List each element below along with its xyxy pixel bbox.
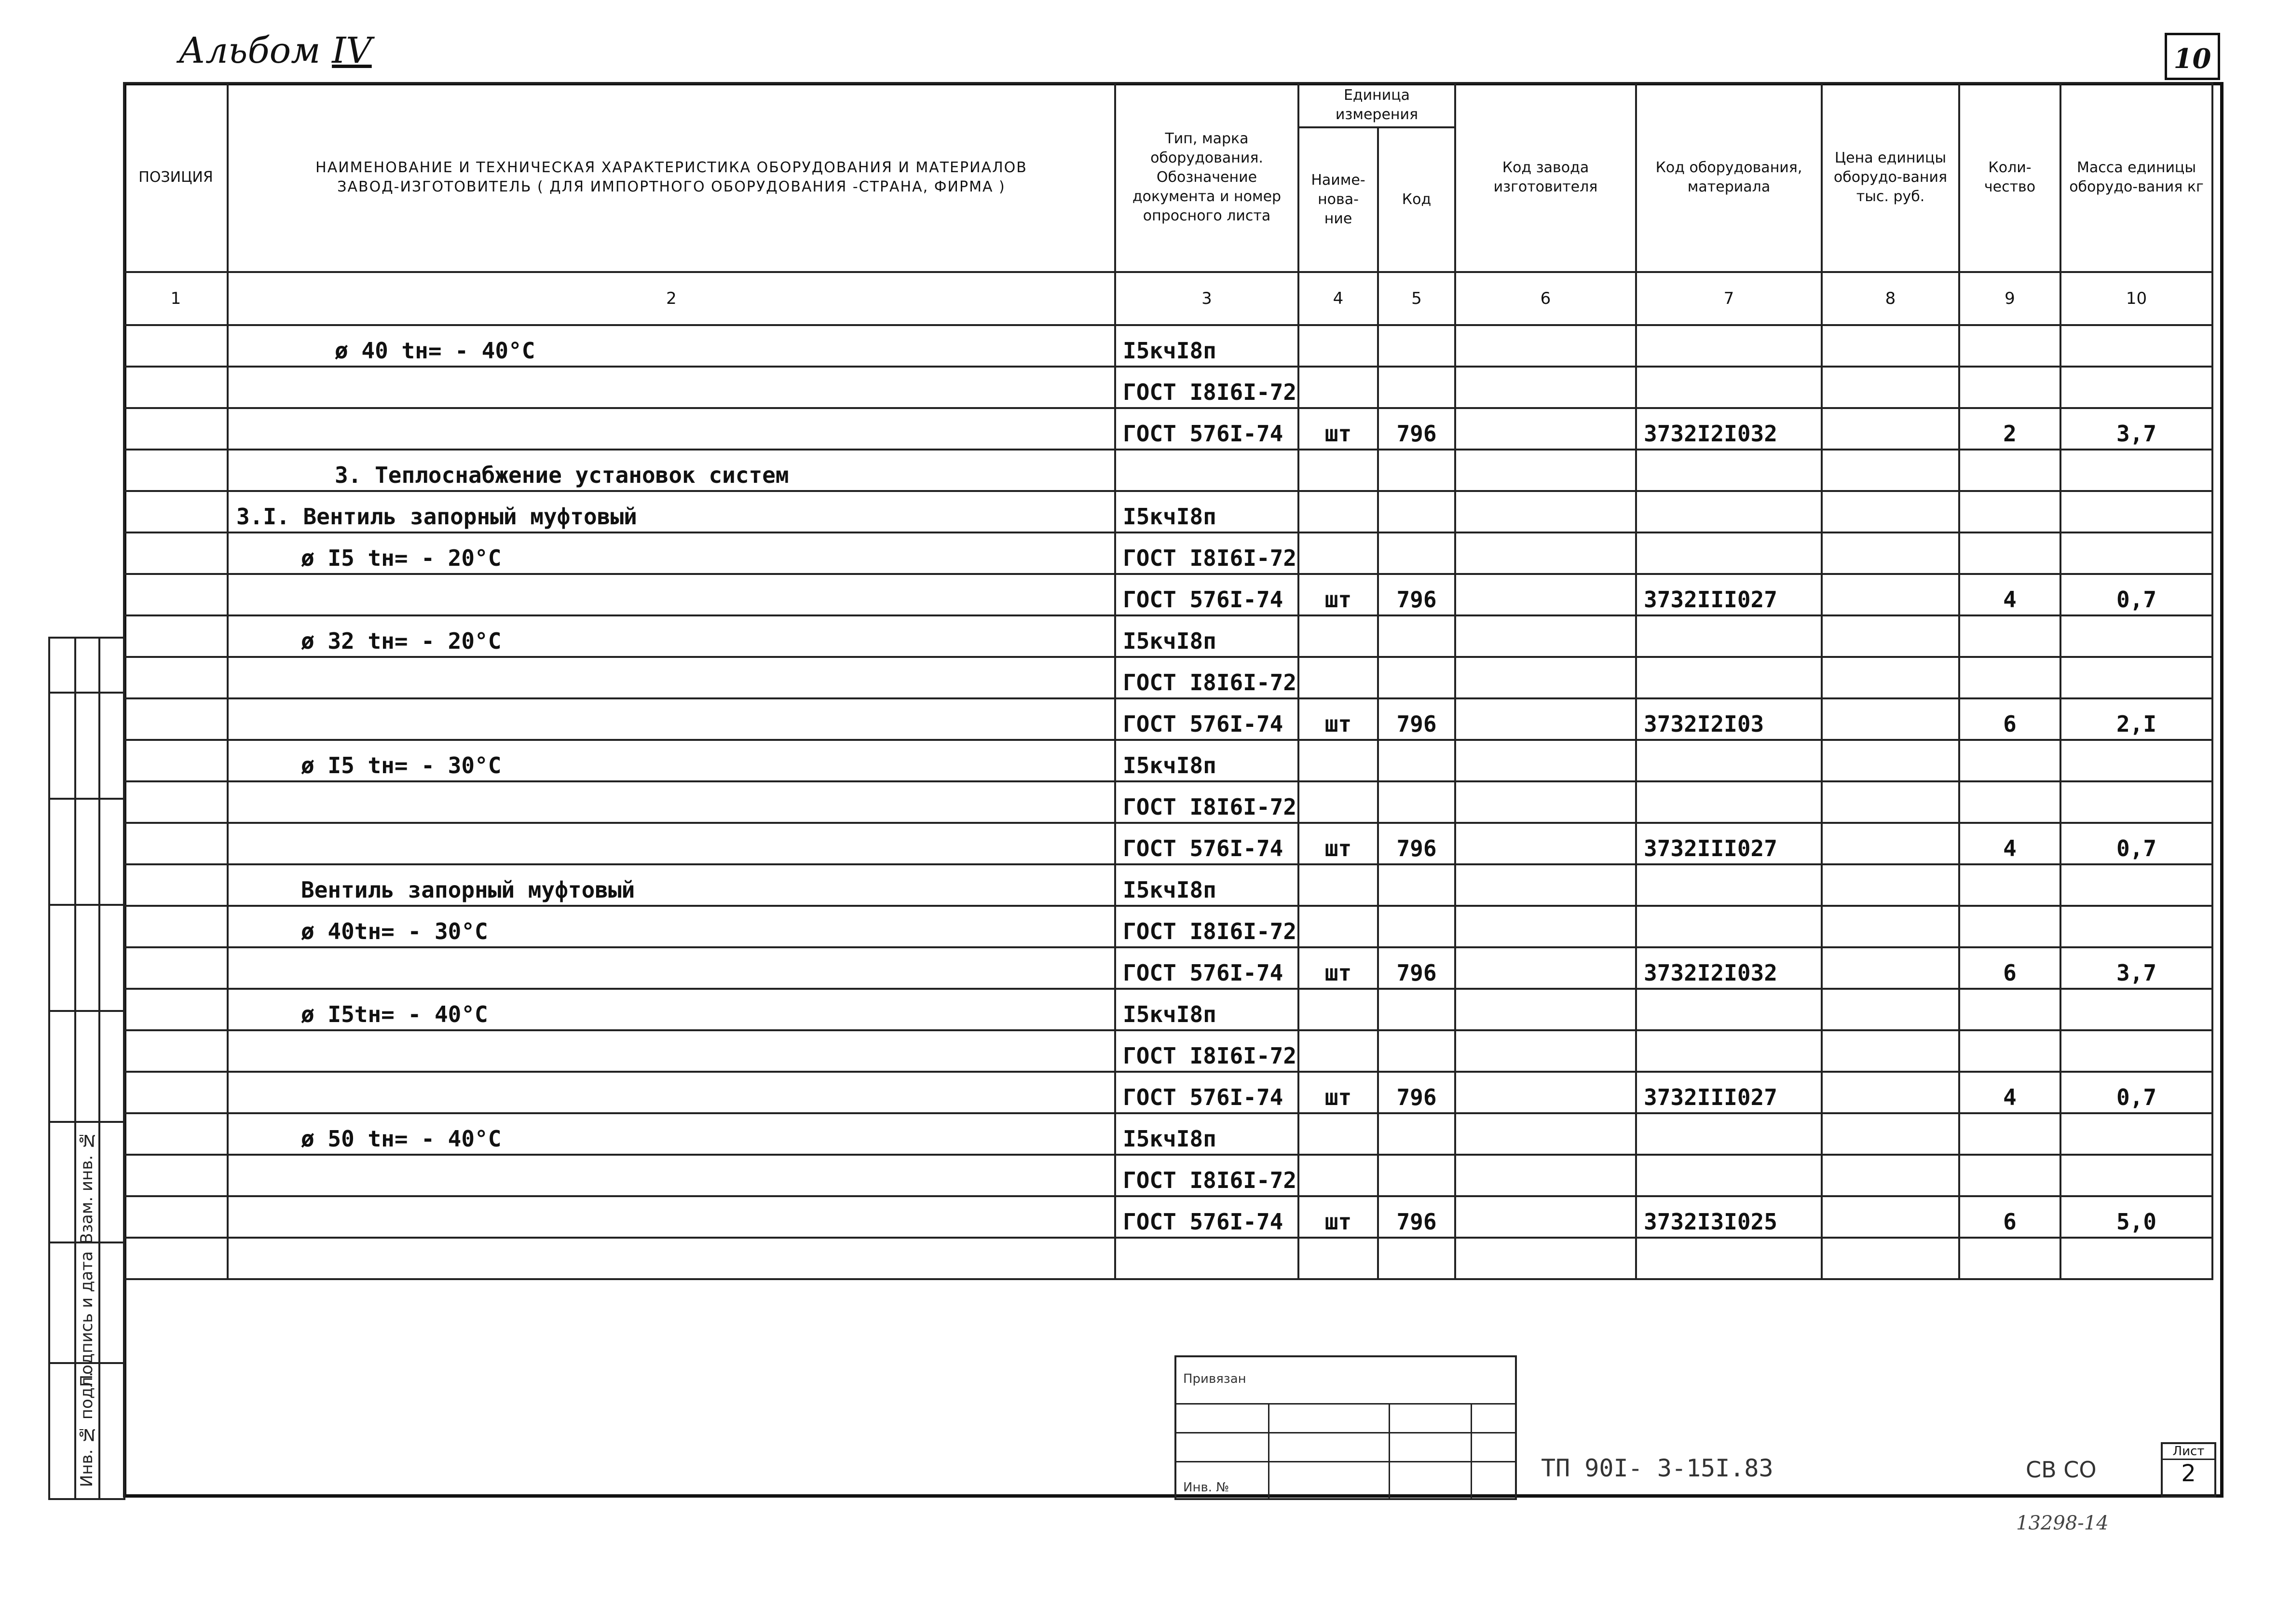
cell-code — [1378, 864, 1455, 906]
cell-name — [228, 367, 1115, 408]
cell-price — [1822, 574, 1959, 615]
cell-factory — [1455, 450, 1636, 491]
header-name-line2: ЗАВОД-ИЗГОТОВИТЕЛЬ ( ДЛЯ ИМПОРТНОГО ОБОРУДОВАНИЯ -СТРАНА, ФИРМА ) — [337, 178, 1006, 195]
cell-pos — [124, 1196, 228, 1238]
cell-mass: 2,I — [2060, 698, 2212, 740]
sheet-box — [2161, 1442, 2216, 1498]
table-row — [124, 989, 2212, 1030]
cell-name — [228, 1196, 1115, 1238]
cell-type: ГОСТ I8I6I-72 — [1115, 532, 1298, 574]
cell-qty: 6 — [1959, 698, 2060, 740]
cell-qty — [1959, 1030, 2060, 1072]
label-replaced-inv: Взам. инв. № — [77, 1131, 96, 1244]
cell-pos — [124, 864, 228, 906]
stamp-bottom-label: Инв. № — [1183, 1480, 1229, 1495]
cell-unit — [1298, 1155, 1378, 1196]
cell-code: 796 — [1378, 1072, 1455, 1113]
cell-qty — [1959, 1113, 2060, 1155]
cell-name — [228, 1072, 1115, 1113]
cell-equip — [1636, 989, 1822, 1030]
header-equipment-code: Код оборудования, материала — [1636, 83, 1822, 272]
table-row — [124, 408, 2212, 450]
cell-type: ГОСТ 576I-74 — [1115, 574, 1298, 615]
stamp-line — [1176, 1461, 1515, 1462]
table-row — [124, 906, 2212, 947]
cell-name: ø 40 tн= - 40°C — [228, 325, 1115, 367]
cell-factory — [1455, 947, 1636, 989]
cell-equip — [1636, 1155, 1822, 1196]
cell-unit — [1298, 325, 1378, 367]
table-row — [124, 947, 2212, 989]
table-row — [124, 450, 2212, 491]
cell-price — [1822, 615, 1959, 657]
cell-unit — [1298, 1113, 1378, 1155]
cell-price — [1822, 864, 1959, 906]
cell-type: ГОСТ I8I6I-72 — [1115, 367, 1298, 408]
table-row — [124, 740, 2212, 781]
cell-type: I5кчI8п — [1115, 864, 1298, 906]
cell-price — [1822, 1196, 1959, 1238]
cell-pos — [124, 740, 228, 781]
column-number: 9 — [1959, 272, 2060, 325]
cell-mass: 0,7 — [2060, 574, 2212, 615]
stamp-vline — [1389, 1403, 1390, 1498]
cell-mass — [2060, 1030, 2212, 1072]
cell-name: ø I5 tн= - 30°C — [228, 740, 1115, 781]
cell-mass — [2060, 1155, 2212, 1196]
cell-price — [1822, 325, 1959, 367]
cell-qty — [1959, 657, 2060, 698]
cell-price — [1822, 1155, 1959, 1196]
column-number: 5 — [1378, 272, 1455, 325]
cell-name — [228, 698, 1115, 740]
cell-type: ГОСТ 576I-74 — [1115, 1072, 1298, 1113]
cell-equip: 3732I2I032 — [1636, 408, 1822, 450]
cell-name: ø 40tн= - 30°C — [228, 906, 1115, 947]
cell-equip: 3732I3I025 — [1636, 1196, 1822, 1238]
cell-qty: 4 — [1959, 1072, 2060, 1113]
cell-mass: 0,7 — [2060, 823, 2212, 864]
cell-type — [1115, 450, 1298, 491]
cell-code: 796 — [1378, 408, 1455, 450]
cell-name: 3.I. Вентиль запорный муфтовый — [228, 491, 1115, 532]
inventory-number: 13298-14 — [2016, 1512, 2109, 1534]
cell-name — [228, 1155, 1115, 1196]
cell-pos — [124, 781, 228, 823]
cell-pos — [124, 657, 228, 698]
table-row — [124, 325, 2212, 367]
cell-factory — [1455, 532, 1636, 574]
cell-unit — [1298, 367, 1378, 408]
cell-qty — [1959, 1155, 2060, 1196]
cell-code — [1378, 1113, 1455, 1155]
header-name — [228, 83, 1115, 272]
cell-unit — [1298, 906, 1378, 947]
cell-name — [228, 1030, 1115, 1072]
cell-qty — [1959, 864, 2060, 906]
strip-divider — [50, 692, 123, 694]
header-unit-name: Наиме-нова-ние — [1298, 127, 1378, 272]
cell-unit: шт — [1298, 947, 1378, 989]
cell-unit — [1298, 532, 1378, 574]
cell-pos — [124, 532, 228, 574]
cell-factory — [1455, 574, 1636, 615]
cell-pos — [124, 906, 228, 947]
cell-mass — [2060, 989, 2212, 1030]
cell-code — [1378, 491, 1455, 532]
header-units-group: Единица измерения — [1298, 83, 1455, 127]
cell-type: ГОСТ 576I-74 — [1115, 947, 1298, 989]
stamp-vline — [1268, 1403, 1269, 1498]
strip-divider — [50, 1121, 123, 1123]
cell-price — [1822, 740, 1959, 781]
cell-pos — [124, 1155, 228, 1196]
stamp-line — [1176, 1403, 1515, 1405]
cell-type: ГОСТ 576I-74 — [1115, 823, 1298, 864]
stamp-line — [1176, 1432, 1515, 1433]
cell-factory — [1455, 864, 1636, 906]
cell-factory — [1455, 906, 1636, 947]
cell-equip — [1636, 532, 1822, 574]
stamp-top-label: Привязан — [1183, 1372, 1246, 1386]
cell-mass — [2060, 615, 2212, 657]
strip-vline — [74, 639, 76, 1498]
cell-equip — [1636, 781, 1822, 823]
column-number: 8 — [1822, 272, 1959, 325]
table-row — [124, 1072, 2212, 1113]
table-row — [124, 823, 2212, 864]
column-number: 6 — [1455, 272, 1636, 325]
cell-factory — [1455, 823, 1636, 864]
cell-qty — [1959, 906, 2060, 947]
cell-unit: шт — [1298, 408, 1378, 450]
table-row — [124, 1113, 2212, 1155]
cell-mass: 3,7 — [2060, 947, 2212, 989]
cell-name — [228, 947, 1115, 989]
sheet-code: СВ СО — [2026, 1457, 2097, 1483]
page-number: 10 — [2165, 33, 2220, 80]
cell-price — [1822, 491, 1959, 532]
cell-code — [1378, 615, 1455, 657]
cell-qty — [1959, 325, 2060, 367]
cell-name — [228, 408, 1115, 450]
table-row — [124, 864, 2212, 906]
cell-factory — [1455, 657, 1636, 698]
cell-pos — [124, 491, 228, 532]
cell-pos — [124, 1030, 228, 1072]
cell-name — [228, 657, 1115, 698]
cell-pos — [124, 574, 228, 615]
stamp-vline — [1471, 1403, 1472, 1498]
cell-price — [1822, 823, 1959, 864]
cell-code — [1378, 657, 1455, 698]
cell-unit: шт — [1298, 1072, 1378, 1113]
cell-mass — [2060, 325, 2212, 367]
document-number: ТП 90I- 3-15I.83 — [1541, 1454, 1773, 1482]
cell-pos — [124, 698, 228, 740]
cell-mass — [2060, 450, 2212, 491]
cell-factory — [1455, 1155, 1636, 1196]
cell-unit — [1298, 864, 1378, 906]
cell-equip — [1636, 1113, 1822, 1155]
cell-equip — [1636, 491, 1822, 532]
strip-divider — [50, 1010, 123, 1012]
cell-factory — [1455, 1030, 1636, 1072]
cell-type: ГОСТ I8I6I-72 — [1115, 657, 1298, 698]
cell-code: 796 — [1378, 823, 1455, 864]
cell-factory — [1455, 1113, 1636, 1155]
column-numbers-row — [124, 272, 2212, 325]
cell-code — [1378, 325, 1455, 367]
cell-code — [1378, 781, 1455, 823]
cell-price — [1822, 947, 1959, 989]
cell-code — [1378, 532, 1455, 574]
cell-qty — [1959, 740, 2060, 781]
cell-name — [228, 781, 1115, 823]
cell-mass: 5,0 — [2060, 1196, 2212, 1238]
cell-unit: шт — [1298, 1196, 1378, 1238]
cell-type: ГОСТ 576I-74 — [1115, 1196, 1298, 1238]
cell-pos — [124, 989, 228, 1030]
cell-type: I5кчI8п — [1115, 325, 1298, 367]
cell-pos — [124, 408, 228, 450]
cell-equip — [1636, 1030, 1822, 1072]
cell-qty — [1959, 532, 2060, 574]
cell-code — [1378, 450, 1455, 491]
cell-qty: 6 — [1959, 1196, 2060, 1238]
cell-type: ГОСТ 576I-74 — [1115, 698, 1298, 740]
cell-mass — [2060, 367, 2212, 408]
cell-name — [228, 574, 1115, 615]
cell-price — [1822, 367, 1959, 408]
cell-equip — [1636, 367, 1822, 408]
cell-mass — [2060, 781, 2212, 823]
cell-unit: шт — [1298, 698, 1378, 740]
cell-price — [1822, 532, 1959, 574]
cell-code: 796 — [1378, 698, 1455, 740]
cell-type: ГОСТ I8I6I-72 — [1115, 1155, 1298, 1196]
cell-unit — [1298, 491, 1378, 532]
cell-price — [1822, 906, 1959, 947]
cell-price — [1822, 1072, 1959, 1113]
table-row — [124, 574, 2212, 615]
cell-factory — [1455, 1072, 1636, 1113]
cell-code: 796 — [1378, 1196, 1455, 1238]
table-row — [124, 1155, 2212, 1196]
cell-code — [1378, 906, 1455, 947]
specification-table — [123, 82, 2213, 1280]
cell-equip: 3732III027 — [1636, 823, 1822, 864]
cell-factory — [1455, 367, 1636, 408]
cell-unit: шт — [1298, 574, 1378, 615]
cell-qty — [1959, 491, 2060, 532]
cell-factory — [1455, 1196, 1636, 1238]
cell-code — [1378, 367, 1455, 408]
cell-unit — [1298, 1030, 1378, 1072]
cell-name: ø I5tн= - 40°C — [228, 989, 1115, 1030]
cell-qty — [1959, 367, 2060, 408]
cell-mass — [2060, 740, 2212, 781]
cell-mass — [2060, 532, 2212, 574]
cell-qty: 2 — [1959, 408, 2060, 450]
cell-unit — [1298, 450, 1378, 491]
cell-unit — [1298, 740, 1378, 781]
cell-mass — [2060, 906, 2212, 947]
cell-price — [1822, 1113, 1959, 1155]
cell-qty — [1959, 615, 2060, 657]
album-number: IV — [332, 30, 372, 71]
cell-pos — [124, 615, 228, 657]
cell-price — [1822, 698, 1959, 740]
cell-type: I5кчI8п — [1115, 615, 1298, 657]
cell-code: 796 — [1378, 947, 1455, 989]
cell-qty — [1959, 781, 2060, 823]
cell-name — [228, 823, 1115, 864]
strip-divider — [50, 798, 123, 800]
cell-unit — [1298, 657, 1378, 698]
cell-factory — [1455, 781, 1636, 823]
cell-equip: 3732I2I032 — [1636, 947, 1822, 989]
cell-type: ГОСТ I8I6I-72 — [1115, 781, 1298, 823]
cell-mass — [2060, 491, 2212, 532]
cell-mass — [2060, 657, 2212, 698]
header-factory-code: Код завода изготовителя — [1455, 83, 1636, 272]
column-number: 10 — [2060, 272, 2212, 325]
cell-pos — [124, 947, 228, 989]
table-row — [124, 1030, 2212, 1072]
cell-equip — [1636, 740, 1822, 781]
label-signature-date: Подпись и дата — [77, 1251, 96, 1387]
cell-factory — [1455, 325, 1636, 367]
cell-equip — [1636, 450, 1822, 491]
column-number: 2 — [228, 272, 1115, 325]
cell-qty: 4 — [1959, 823, 2060, 864]
cell-type: ГОСТ I8I6I-72 — [1115, 1030, 1298, 1072]
cell-pos — [124, 450, 228, 491]
cell-equip: 3732III027 — [1636, 1072, 1822, 1113]
cell-unit — [1298, 989, 1378, 1030]
table-row — [124, 491, 2212, 532]
cell-type: I5кчI8п — [1115, 740, 1298, 781]
cell-qty: 4 — [1959, 574, 2060, 615]
header-type: Тип, марка оборудования. Обозначение документа и номер опросного листа — [1115, 83, 1298, 272]
cell-price — [1822, 450, 1959, 491]
strip-vline — [98, 639, 100, 1498]
cell-equip — [1636, 864, 1822, 906]
cell-factory — [1455, 615, 1636, 657]
cell-factory — [1455, 698, 1636, 740]
column-number: 3 — [1115, 272, 1298, 325]
column-number: 4 — [1298, 272, 1378, 325]
cell-factory — [1455, 491, 1636, 532]
strip-divider — [50, 904, 123, 906]
cell-factory — [1455, 989, 1636, 1030]
cell-qty: 6 — [1959, 947, 2060, 989]
cell-equip: 3732I2I03 — [1636, 698, 1822, 740]
cell-unit — [1298, 781, 1378, 823]
header-position: ПОЗИЦИЯ — [124, 83, 228, 272]
approval-stamp — [1174, 1355, 1517, 1500]
sheet-value: 2 — [2181, 1460, 2196, 1487]
cell-unit: шт — [1298, 823, 1378, 864]
cell-pos — [124, 325, 228, 367]
cell-price — [1822, 781, 1959, 823]
cell-pos — [124, 1072, 228, 1113]
cell-price — [1822, 989, 1959, 1030]
cell-code — [1378, 1155, 1455, 1196]
cell-code — [1378, 1030, 1455, 1072]
column-number: 7 — [1636, 272, 1822, 325]
cell-type: ГОСТ I8I6I-72 — [1115, 906, 1298, 947]
cell-type: I5кчI8п — [1115, 989, 1298, 1030]
cell-type: I5кчI8п — [1115, 491, 1298, 532]
album-prefix: Альбом — [178, 30, 321, 71]
cell-factory — [1455, 408, 1636, 450]
table-row — [124, 615, 2212, 657]
cell-name: ø 32 tн= - 20°C — [228, 615, 1115, 657]
table-row — [124, 367, 2212, 408]
cell-equip — [1636, 657, 1822, 698]
cell-type: ГОСТ 576I-74 — [1115, 408, 1298, 450]
cell-equip — [1636, 906, 1822, 947]
header-price: Цена единицы оборудо-вания тыс. руб. — [1822, 83, 1959, 272]
cell-pos — [124, 823, 228, 864]
cell-name: ø 50 tн= - 40°C — [228, 1113, 1115, 1155]
cell-price — [1822, 408, 1959, 450]
margin-stamp-strip — [48, 637, 125, 1500]
cell-qty — [1959, 450, 2060, 491]
table-row — [124, 781, 2212, 823]
cell-pos — [124, 367, 228, 408]
cell-equip — [1636, 325, 1822, 367]
label-inv-original: Инв. № подл. — [77, 1372, 96, 1488]
cell-price — [1822, 657, 1959, 698]
cell-factory — [1455, 740, 1636, 781]
header-quantity: Коли-чество — [1959, 83, 2060, 272]
cell-code — [1378, 989, 1455, 1030]
cell-code — [1378, 740, 1455, 781]
table-row — [124, 698, 2212, 740]
cell-equip: 3732III027 — [1636, 574, 1822, 615]
column-number: 1 — [124, 272, 228, 325]
header-unit-code: Код — [1378, 127, 1455, 272]
cell-code: 796 — [1378, 574, 1455, 615]
cell-name: Вентиль запорный муфтовый — [228, 864, 1115, 906]
cell-name: 3. Теплоснабжение установок систем — [228, 450, 1115, 491]
header-name-line1: НАИМЕНОВАНИЕ И ТЕХНИЧЕСКАЯ ХАРАКТЕРИСТИКА ОБОРУДОВАНИЯ И МАТЕРИАЛОВ — [315, 159, 1027, 176]
cell-pos — [124, 1113, 228, 1155]
cell-price — [1822, 1030, 1959, 1072]
cell-mass: 3,7 — [2060, 408, 2212, 450]
cell-name: ø I5 tн= - 20°C — [228, 532, 1115, 574]
cell-qty — [1959, 989, 2060, 1030]
table-row — [124, 532, 2212, 574]
album-label — [178, 30, 372, 71]
table-row — [124, 657, 2212, 698]
sheet-label: Лист — [2163, 1444, 2214, 1460]
cell-mass — [2060, 864, 2212, 906]
cell-mass: 0,7 — [2060, 1072, 2212, 1113]
header-mass: Масса единицы оборудо-вания кг — [2060, 83, 2212, 272]
cell-mass — [2060, 1113, 2212, 1155]
cell-type: I5кчI8п — [1115, 1113, 1298, 1155]
empty-row — [124, 1238, 2212, 1279]
cell-unit — [1298, 615, 1378, 657]
cell-equip — [1636, 615, 1822, 657]
table-row — [124, 1196, 2212, 1238]
